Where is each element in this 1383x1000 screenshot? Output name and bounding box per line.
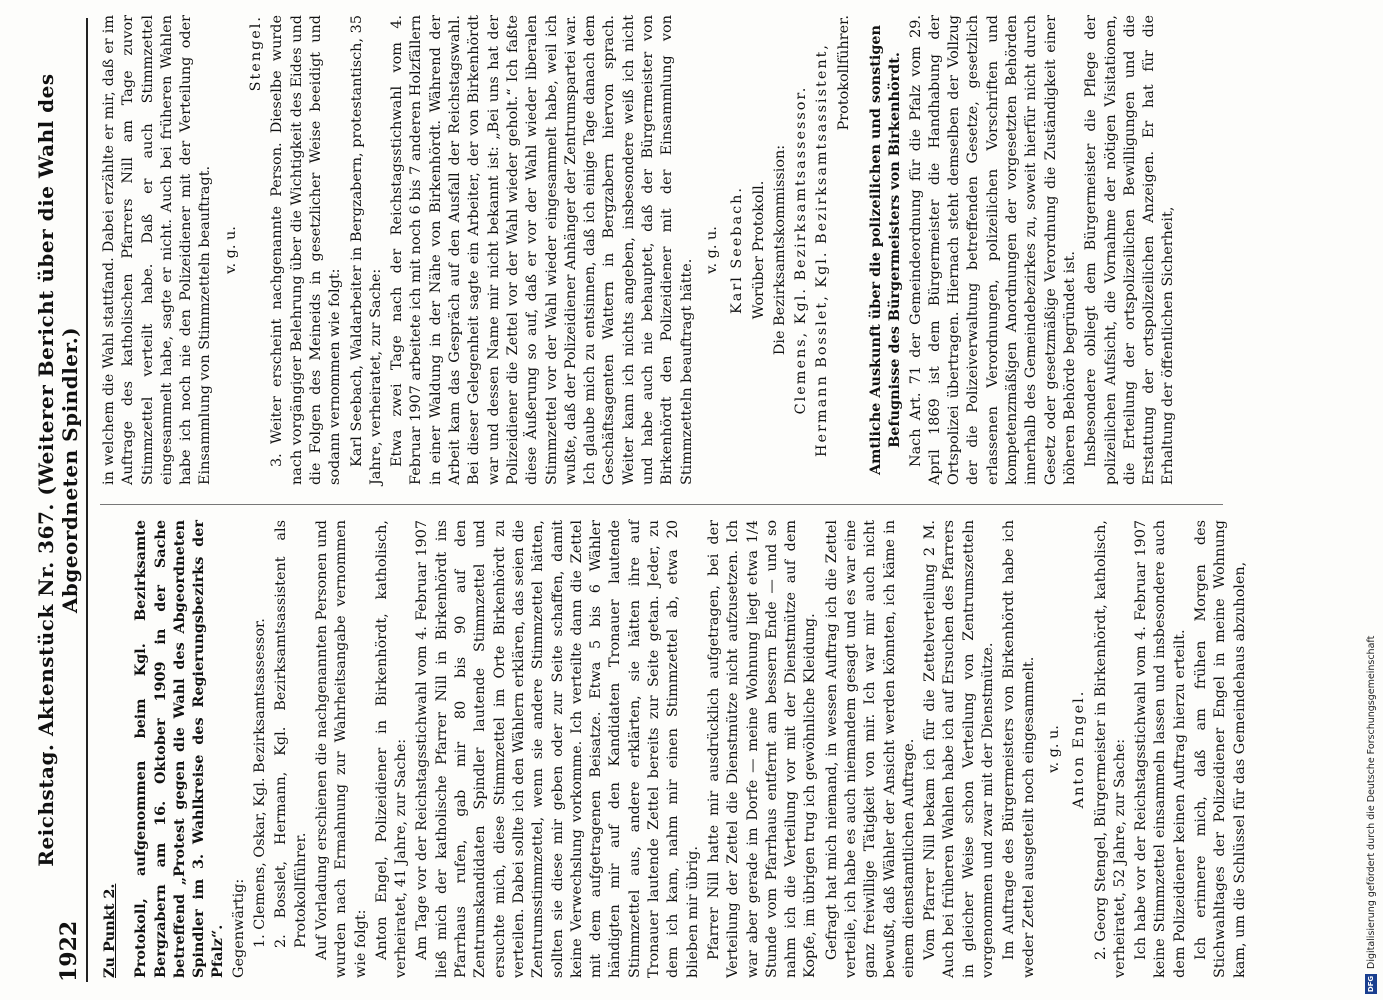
paragraph: Vom Pfarrer Nill bekam ich für die Zettelverteilung 2 M. Auch bei früheren Wahlen habe ich auf Ersuchen des Pfarrers in gleicher Weise schon Verteilung von Zentrumszetteln vorgenommen und zwar mit der Dienstmütze. [922, 520, 997, 978]
paragraph: Pfarrer Nill hatte mir ausdrücklich aufgetragen, bei der Verteilung der Zettel die Dienstmütze nicht aufzusetzen. Ich war aber gerade im Dorfe — meine Wohnung liegt etwa 1/4 Stunde vom Pfarrhaus entfernt am bessern Ende — und so nahm ich die Verteilung vor mit der Dienstmütze auf dem Kopfe, im übrigen trug ich gewöhnliche Kleidung. [705, 520, 819, 978]
present-item: 2. Bosslet, Hermann, Kgl. Bezirksamtsassistent als Protokollführer. [273, 520, 309, 948]
present-item: 1. Clemens, Oskar, Kgl. Bezirksamtsassessor. [252, 618, 269, 948]
digitization-footer [1362, 0, 1380, 1000]
signature: Karl Seebach. [729, 186, 746, 314]
vgu-mark: v. g. u. [1045, 725, 1062, 773]
right-column [100, 15, 1223, 485]
paragraph: Karl Seebach, Waldarbeiter in Bergzabern, protestantisch, 35 Jahre, verheiratet, zur Sache: [348, 15, 384, 485]
signature: Anton Engel. [1071, 689, 1088, 809]
paragraph: Am Tage vor der Reichstagsstichwahl vom 4. Februar 1907 ließ mich der katholische Pfarrer Nill in Birkenhördt ins Pfarrhaus rufen, gab mir 80 bis 90 auf den Zentrumskandidaten Spindler lautende Stimmzettel und ersuchte mich, diese Stimmzettel im Orte Birkenhördt zu verteilen. Dabei sollte ich den Wählern erklären, das seien die Zentrumsstimmzettel, wenn sie andere Stimmzettel hätten, sollten sie diese mir geben oder zur Seite schaffen, damit keine Verwechslung vorkomme. Ich verteilte dann die Zettel mit dem aufgetragenen Beisatze. Etwa 5 bis 6 Wähler händigten mir auf den Kandidaten Tronauer lautende Stimmzettel aus, andere erklärten, sie hätten ihre auf Tronauer lautende Zettel bereits zur Seite getan. Jeder, zu dem ich kam, nahm mir einen Stimmzettel ab, etwa 20 blieben mir übrig. [414, 520, 701, 978]
paragraph: Anton Engel, Polizeidiener in Birkenhördt, katholisch, verheiratet, 41 Jahre, zur Sache: [373, 520, 410, 978]
paragraph: Im Auftrage des Bürgermeisters von Birkenhördt habe ich weder Zettel ausgeteilt noch eingesammelt. [1001, 520, 1037, 978]
section-label: Zu Punkt 2. [101, 883, 118, 978]
protocol-heading: Protokoll, aufgenommen beim Kgl. Bezirksamte Bergzabern am 16. Oktober 1909 in der Sache betreffend „Protest gegen die Wahl des Abgeordneten Spindler im 3. Wahlkreise des Regierungsbezirks der Pfalz“. [132, 520, 227, 978]
paragraph: Etwa zwei Tage nach der Reichstagsstichwahl vom 4. Februar 1907 arbeitete ich mit noch 6 bis 7 anderen Holzfällern in einer Waldung in der Nähe von Birkenhördt. Während der Arbeit kam das Gespräch auf den Ausfall der Reichstagswahl. Bei dieser Gelegenheit sagte ein Arbeiter, der von Birkenhördt war und dessen Name mir nicht bekannt ist: „Bei uns hat der Polizeidiener die Zettel vor der Wahl wieder geholt.“ Ich faßte diese Äußerung so auf, daß er vor der Wahl wieder liberalen Stimmzettel vor der Wahl wieder eingesammelt habe, weil ich wußte, daß der Polizeidiener Anhänger der Zentrumspartei war. Ich glaube mich zu entsinnen, daß ich einige Tage danach dem Geschäftsagenten Wattern in Bergzabern hiervon sprach. Weiter kann ich nichts angeben, insbesondere weiß ich nicht und habe auch nie behauptet, daß der Bürgermeister von Birkenhördt den Polizeidiener mit der Einsammlung von Stimmzetteln beauftragt hätte. [389, 15, 695, 485]
paragraph: Auf Vorladung erschienen die nachgenannten Personen und wurden nach Ermahnung zur Wahrheitsangabe vernommen wie folgt: [313, 520, 369, 978]
closing-line: Worüber Protokoll. [750, 180, 767, 320]
commission-role: Protokollführer. [835, 15, 852, 131]
paragraph: Nach Art. 71 der Gemeindeordnung für die Pfalz vom 29. April 1869 ist dem Bürgermeister die Handhabung der Ortspolizei übertragen. Hiernach steht demselben der Vollzug der die Polizeiverwaltung betreffenden Gesetze, gesetzlich erlassenen Verordnungen, polizeilichen Vorschriften und kompetenzmäßigen Anordnungen der vorgesetzten Behörden innerhalb des Gemeindebezirkes zu, soweit hierfür nicht durch Gesetz oder gesetzmäßige Verordnung die Zuständigkeit einer höheren Behörde begründet ist. [907, 15, 1078, 485]
section-heading: Amtliche Auskunft über die polizeilichen und sonstigen Befugnisse des Bürgermeisters von Birkenhördt. [866, 24, 904, 476]
paragraph: 2. Georg Stengel, Bürgermeister in Birkenhördt, katholisch, verheiratet, 52 Jahre, zur Sache: [1092, 520, 1128, 978]
signature: Stengel. [248, 15, 265, 92]
footer-text: Digitalisierung gefördert durch die Deutsche Forschungsgemeinschaft [1365, 635, 1377, 969]
paragraph: in welchem die Wahl stattfand. Dabei erzählte er mir, daß er im Auftrage des katholischen Pfarrers Nill am Tage zuvor Stimmzettel verteilt habe. Daß er auch Stimmzettel eingesammelt habe, sagte er nicht. Auch bei früheren Wahlen habe ich noch nie den Polizeidiener mit der Verteilung oder Einsammlung von Stimmzetteln beauftragt. [101, 15, 214, 485]
page-number: 1922 [56, 920, 82, 982]
present-label: Gegenwärtig: [230, 878, 247, 978]
vgu-mark: v. g. u. [222, 226, 239, 274]
dfg-logo-icon: DFG [1367, 975, 1375, 993]
left-column [100, 520, 1248, 978]
page-header [34, 18, 88, 982]
paragraph: 3. Weiter erscheint nachgenannte Person. Dieselbe wurde nach vorgängiger Belehrung über die Wichtigkeit des Eides und die Folgen des Meineids in gesetzlicher Weise beeidigt und sodann vernommen wie folgt: [269, 14, 344, 485]
column-divider [100, 504, 1223, 505]
commission-label: Die Bezirksamtskommission: [771, 144, 788, 356]
commission-member: Hermann Bosslet, Kgl. Bezirksamtsassistent, [814, 43, 831, 457]
paragraph: Ich erinnere mich, daß am frühen Morgen des Stichwahltages der Polizeidiener Engel in meine Wohnung kam, um die Schlüssel für das Gemeindehaus abzuholen, [1193, 520, 1248, 978]
vgu-mark: v. g. u. [703, 226, 720, 274]
commission-member: Clemens, Kgl. Bezirksamtsassessor. [793, 85, 810, 415]
page-title: Reichstag. Aktenstück Nr. 367. (Weiterer Bericht über die Wahl des Abgeordneten Spindler.) [34, 73, 82, 867]
paragraph: Insbesondere obliegt dem Bürgermeister die Pflege der polizeilichen Aufsicht, die Vornahme der nötigen Visitationen, die Erteilung der ortspolizeilichen Bewilligungen und die Erstattung der ortspolizeilichen Anzeigen. Er hat für die Erhaltung der öffentlichen Sicherheit, [1083, 15, 1177, 485]
paragraph: Gefragt hat mich niemand, in wessen Auftrag ich die Zettel verteile, ich habe es auch niemandem gesagt und es war eine ganz freiwillige Tätigkeit von mir. Ich war mir auch nicht bewußt, daß Wähler der Ansicht werden könnten, ich käme in einem dienstamtlichen Auftrage. [823, 520, 917, 978]
paragraph: Ich habe vor der Reichstagsstichwahl vom 4. Februar 1907 keine Stimmzettel einsammeln lassen und insbesondere auch dem Polizeidiener keinen Auftrag hierzu erteilt. [1133, 520, 1188, 978]
